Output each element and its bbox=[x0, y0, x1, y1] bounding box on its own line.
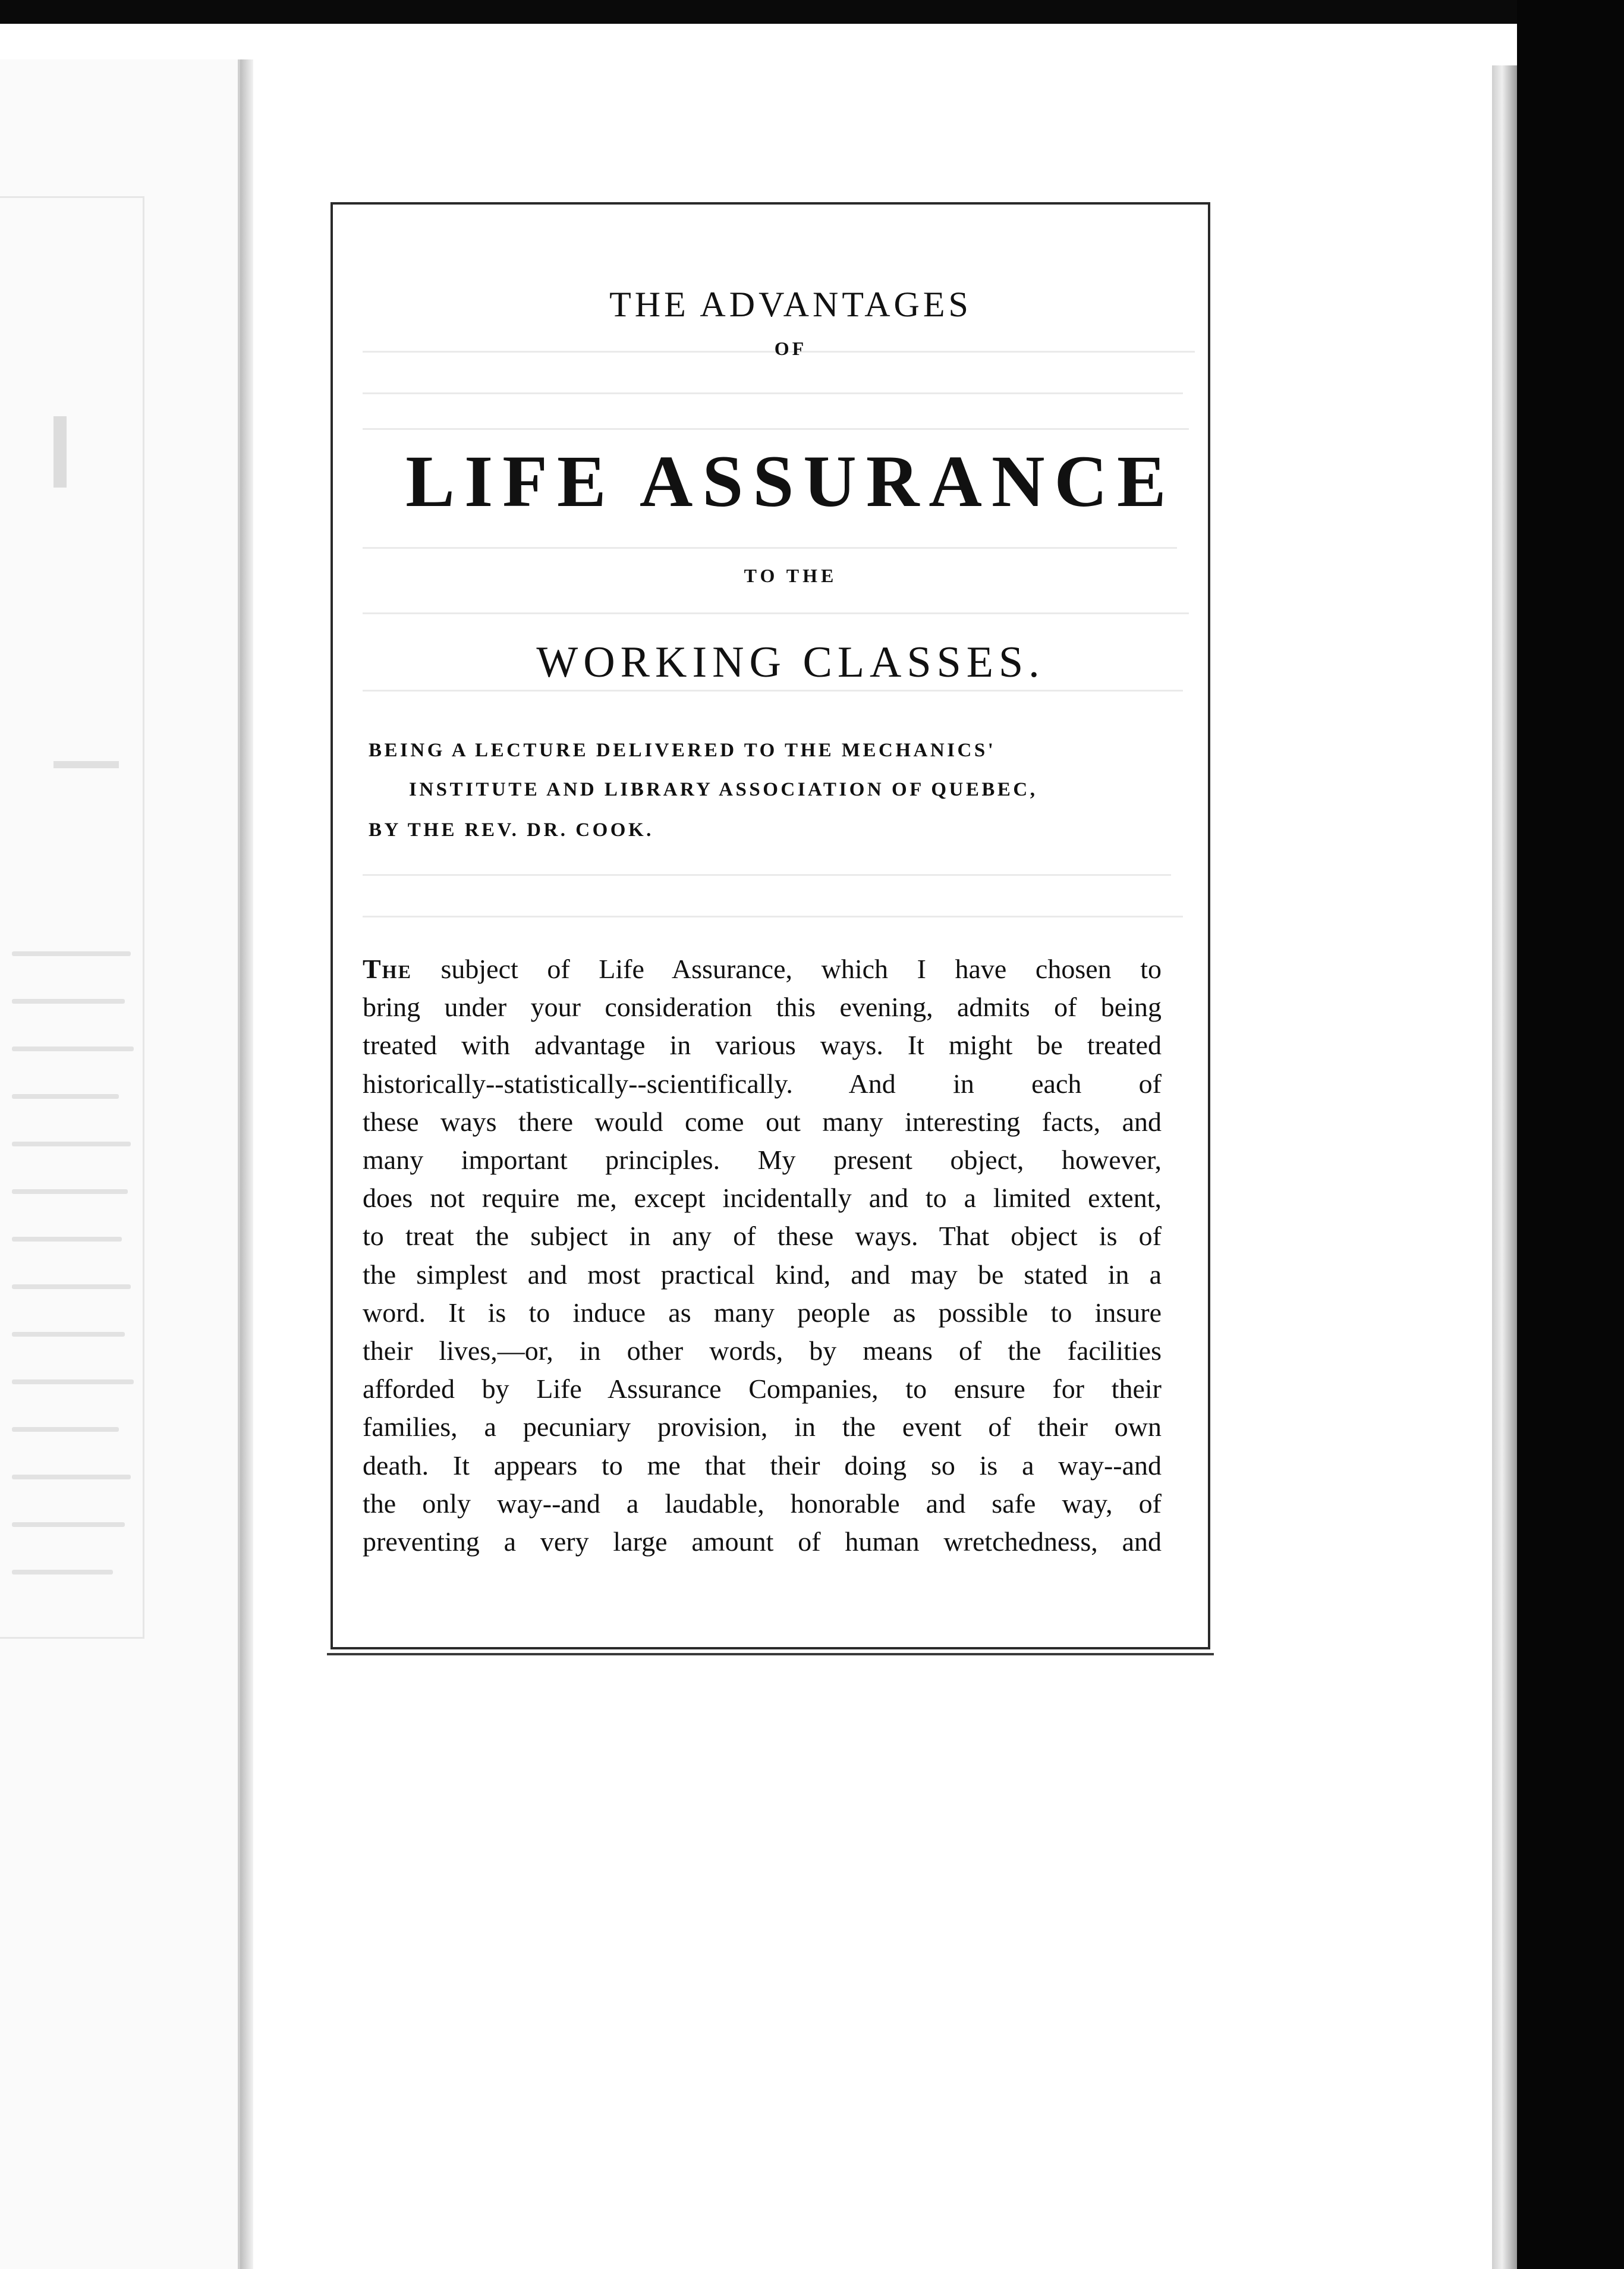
ghost-line bbox=[12, 1237, 122, 1242]
body-line: bring under your consideration this evening, admits of being bbox=[363, 992, 1162, 1023]
subtitle-line-2: INSTITUTE AND LIBRARY ASSOCIATION OF QUEBEC, bbox=[409, 779, 1038, 800]
body-line: word. It is to induce as many people as possible to insure bbox=[363, 1297, 1162, 1328]
opening-word: The bbox=[363, 954, 412, 984]
ghost-line bbox=[12, 1189, 128, 1194]
body-line: these ways there would come out many interesting facts, and bbox=[363, 1106, 1162, 1137]
body-line: preventing a very large amount of human wretchedness, and bbox=[363, 1526, 1162, 1557]
body-line: many important principles. My present object, however, bbox=[363, 1145, 1162, 1176]
body-line: the simplest and most practical kind, and may be stated in a bbox=[363, 1259, 1162, 1290]
ghost-line bbox=[12, 1284, 131, 1289]
body-line: families, a pecuniary provision, in the event of their own bbox=[363, 1412, 1162, 1443]
ghost-line bbox=[12, 1094, 119, 1099]
body-line: historically--statistically--scientifically. And in each of bbox=[363, 1068, 1162, 1099]
body-line: treated with advantage in various ways. It might be treated bbox=[363, 1030, 1162, 1061]
heading-line-2: OF bbox=[774, 338, 807, 359]
main-title: LIFE ASSURANCE bbox=[405, 441, 1176, 522]
ghost-line bbox=[12, 1046, 134, 1051]
ghost-line bbox=[12, 951, 131, 956]
body-line: The subject of Life Assurance, which I have chosen to bbox=[363, 954, 1162, 984]
film-border-top bbox=[0, 0, 1624, 24]
film-border-right bbox=[1517, 0, 1624, 2269]
ghost-line bbox=[12, 1570, 113, 1575]
subtitle-line-1: BEING A LECTURE DELIVERED TO THE MECHANICS' bbox=[369, 740, 996, 761]
left-page-ghost-frame bbox=[0, 196, 144, 1639]
body-line: afforded by Life Assurance Companies, to ensure for their bbox=[363, 1374, 1162, 1404]
heading-line-1: THE ADVANTAGES bbox=[609, 285, 972, 324]
ghost-line bbox=[12, 1475, 131, 1479]
body-line: their lives,—or, in other words, by means of the facilities bbox=[363, 1335, 1162, 1366]
ghost-line bbox=[12, 1379, 134, 1384]
ghost-line bbox=[12, 1142, 131, 1146]
body-line: to treat the subject in any of these ways. That object is of bbox=[363, 1221, 1162, 1252]
subtitle-line-3: BY THE REV. DR. COOK. bbox=[369, 819, 654, 841]
ghost-line bbox=[12, 1332, 125, 1337]
left-page-ghost-letter bbox=[53, 416, 138, 488]
heading-line-4: TO THE bbox=[744, 565, 838, 586]
body-line: death. It appears to me that their doing so is a way--and bbox=[363, 1450, 1162, 1481]
body-line: does not require me, except incidentally and to a limited extent, bbox=[363, 1183, 1162, 1214]
body-paragraph bbox=[363, 950, 1162, 1561]
ghost-line bbox=[12, 999, 125, 1004]
left-page-ghost-mark bbox=[53, 761, 119, 792]
page-gutter bbox=[240, 59, 253, 2269]
body-line: the only way--and a laudable, honorable and safe way, of bbox=[363, 1488, 1162, 1519]
heading-line-5: WORKING CLASSES. bbox=[536, 638, 1045, 687]
ghost-line bbox=[12, 1522, 125, 1527]
ghost-line bbox=[12, 1427, 119, 1432]
page-edge-shadow bbox=[1492, 65, 1517, 2269]
